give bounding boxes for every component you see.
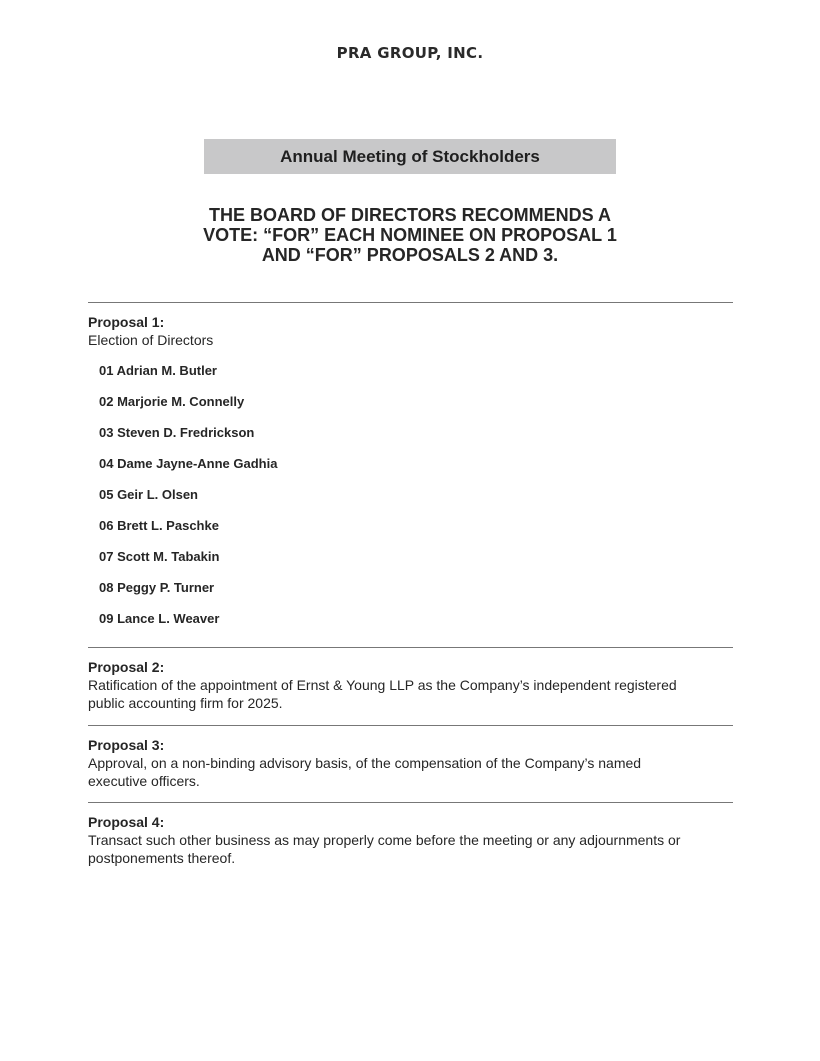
nominee-item: 07 Scott M. Tabakin xyxy=(99,549,220,564)
divider-proposal-3 xyxy=(88,725,733,726)
divider-proposal-4 xyxy=(88,802,733,803)
proposal-2-description-line-1: Ratification of the appointment of Ernst & Young LLP as the Company’s independent registered xyxy=(88,677,677,693)
proposal-3-description-line-1: Approval, on a non-binding advisory basis, of the compensation of the Company’s named xyxy=(88,755,642,771)
recommendation-line-1: THE BOARD OF DIRECTORS RECOMMENDS A xyxy=(208,205,611,225)
proposal-1-title: Proposal 1: xyxy=(88,314,165,330)
meeting-banner: Annual Meeting of Stockholders xyxy=(204,139,616,174)
recommendation-line-3: AND “FOR” PROPOSALS 2 AND 3. xyxy=(261,245,559,265)
nominee-item: 06 Brett L. Paschke xyxy=(99,518,219,533)
proposal-2-title: Proposal 2: xyxy=(88,659,165,675)
proposal-4-title: Proposal 4: xyxy=(88,814,165,830)
proposal-2-description-line-2: public accounting firm for 2025. xyxy=(88,695,283,711)
nominee-item: 09 Lance L. Weaver xyxy=(99,611,220,626)
divider-top xyxy=(88,302,733,303)
board-recommendation xyxy=(160,205,660,265)
nominee-list xyxy=(99,361,277,640)
proposal-4-description-line-1: Transact such other business as may properly come before the meeting or any adjournments or xyxy=(88,832,681,848)
divider-proposal-2 xyxy=(88,647,733,648)
nominee-item: 04 Dame Jayne-Anne Gadhia xyxy=(99,456,278,471)
proposal-4 xyxy=(88,813,733,867)
nominee-item: 05 Geir L. Olsen xyxy=(99,487,198,502)
nominee-item: 03 Steven D. Fredrickson xyxy=(99,425,255,440)
proposal-4-description-line-2: postponements thereof. xyxy=(88,850,236,866)
nominee-item: 02 Marjorie M. Connelly xyxy=(99,394,245,409)
recommendation-line-2: VOTE: “FOR” EACH NOMINEE ON PROPOSAL 1 xyxy=(203,225,617,245)
proposal-3-description-line-2: executive officers. xyxy=(88,773,200,789)
proposal-3 xyxy=(88,736,733,790)
nominee-item: 01 Adrian M. Butler xyxy=(99,363,217,378)
proposal-1-description: Election of Directors xyxy=(88,332,214,348)
proposal-3-title: Proposal 3: xyxy=(88,737,165,753)
nominee-item: 08 Peggy P. Turner xyxy=(99,580,215,595)
proposal-1 xyxy=(88,313,733,349)
company-name: PRA GROUP, INC. xyxy=(336,44,484,62)
proposal-2 xyxy=(88,658,733,712)
